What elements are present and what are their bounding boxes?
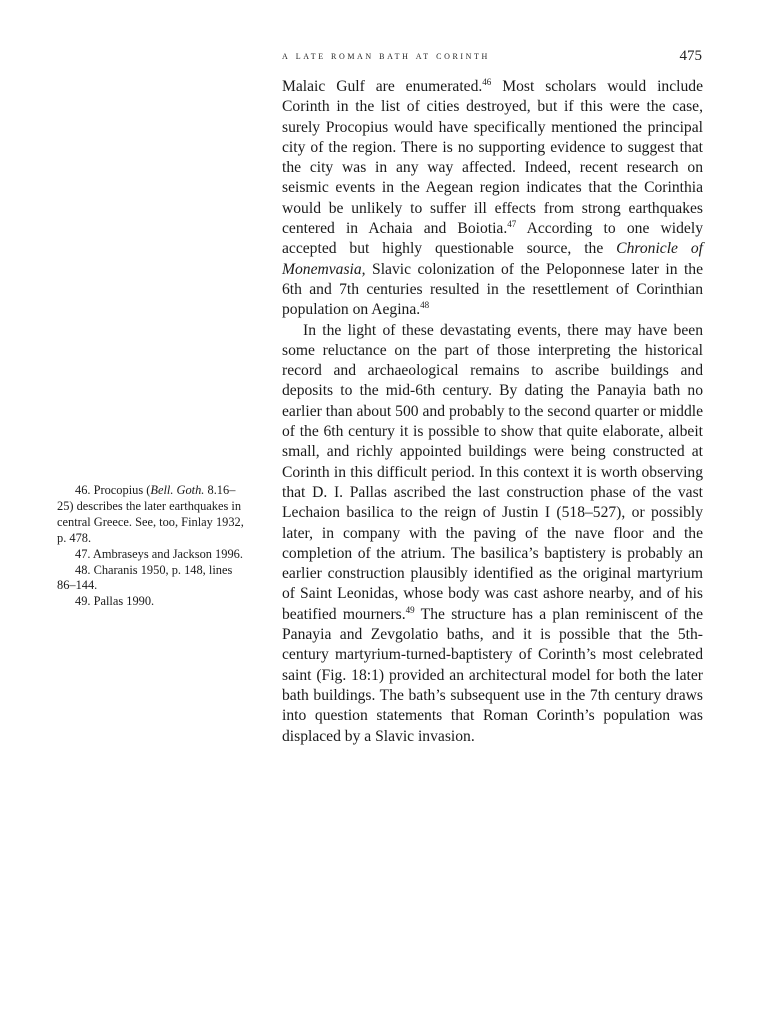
running-head: a late roman bath at corinth [282,50,490,62]
text-run: In the light of these devastating events, there may have been some reluctance on the part of those interpreting the historical record and archaeological remains to ascribe buildings and deposits to the mid-6th century. By dating the Panayia bath no earlier than about 500 and probably to the second quarter or middle of the 6th century it is possible to show that quite elaborate, albeit small, and richly appointed buildings were being constructed at Corinth in this difficult period. In this context it is worth observing that D. I. Pallas ascribed the last construction phase of the vast Lechaion basilica to the reign of Justin I (518–527), or possibly later, in company with the paving of the nave floor and the completion of the atrium. The basilica’s baptistery is probably an earlier construction plausibly identified as the original martyrium of Saint Leonidas, whose body was cast ashore nearby, and of his beatified mourners. [282,321,703,623]
footnote-text: 8.16–25) describes the later earthquakes in central Greece. See, too, Finlay 1932, p. 478. [57,483,244,545]
text-run: Slavic colonization of the Peloponnese later in the 6th and 7th centuries resulted in the resettlement of Corinthian population on Aegina. [282,260,703,319]
text-run: Most scholars would include Corinth in the list of cities destroyed, but if this were the case, surely Procopius would have specifically mentioned the principal city of the region. There is no supporting evidence to suggest that the city was in any way affected. Indeed, recent research on seismic events in the Aegean region indicates that the Corinthia would be unlikely to suffer ill effects from strong earthquakes centered in Achaia and Boiotia. [282,78,703,238]
footnote-text: 46. Procopius ( [75,483,151,497]
text-run: According to one widely accepted but highly questionable source, the [282,220,703,258]
footnote-ref-48: 48 [420,300,430,311]
footnote-47: 47. Ambraseys and Jackson 1996. [75,546,243,561]
footnote-49: 49. Pallas 1990. [75,594,155,609]
page-number: 475 [679,48,702,64]
footnote-48: 48. Charanis 1950, p. 148, lines 86–144. [57,562,233,593]
main-text-column [282,77,703,747]
body-paragraph [282,77,703,321]
footnote-italic: Bell. Goth. [150,483,205,497]
footnote-ref-49: 49 [405,604,415,615]
footnote-ref-47: 47 [507,218,517,229]
body-paragraph [282,321,703,747]
italic-title: Chronicle of Monemvasia, [282,240,703,278]
footnote-ref-46: 46 [482,76,492,87]
footnotes-column [57,483,249,610]
footnote-46 [57,483,249,547]
text-run: The structure has a plan reminiscent of the Panayia and Zevgolatio baths, and it is possible that the 5th-century martyrium-turned-baptistery of Corinth’s most celebrated saint (Fig. 18:1) provided an architectural model for both the later bath buildings. The bath’s subsequent use in the 7th century draws into question statements that Roman Corinth’s population was displaced by a Slavic invasion. [282,605,703,745]
text-run: Malaic Gulf are enumerated. [282,78,483,95]
